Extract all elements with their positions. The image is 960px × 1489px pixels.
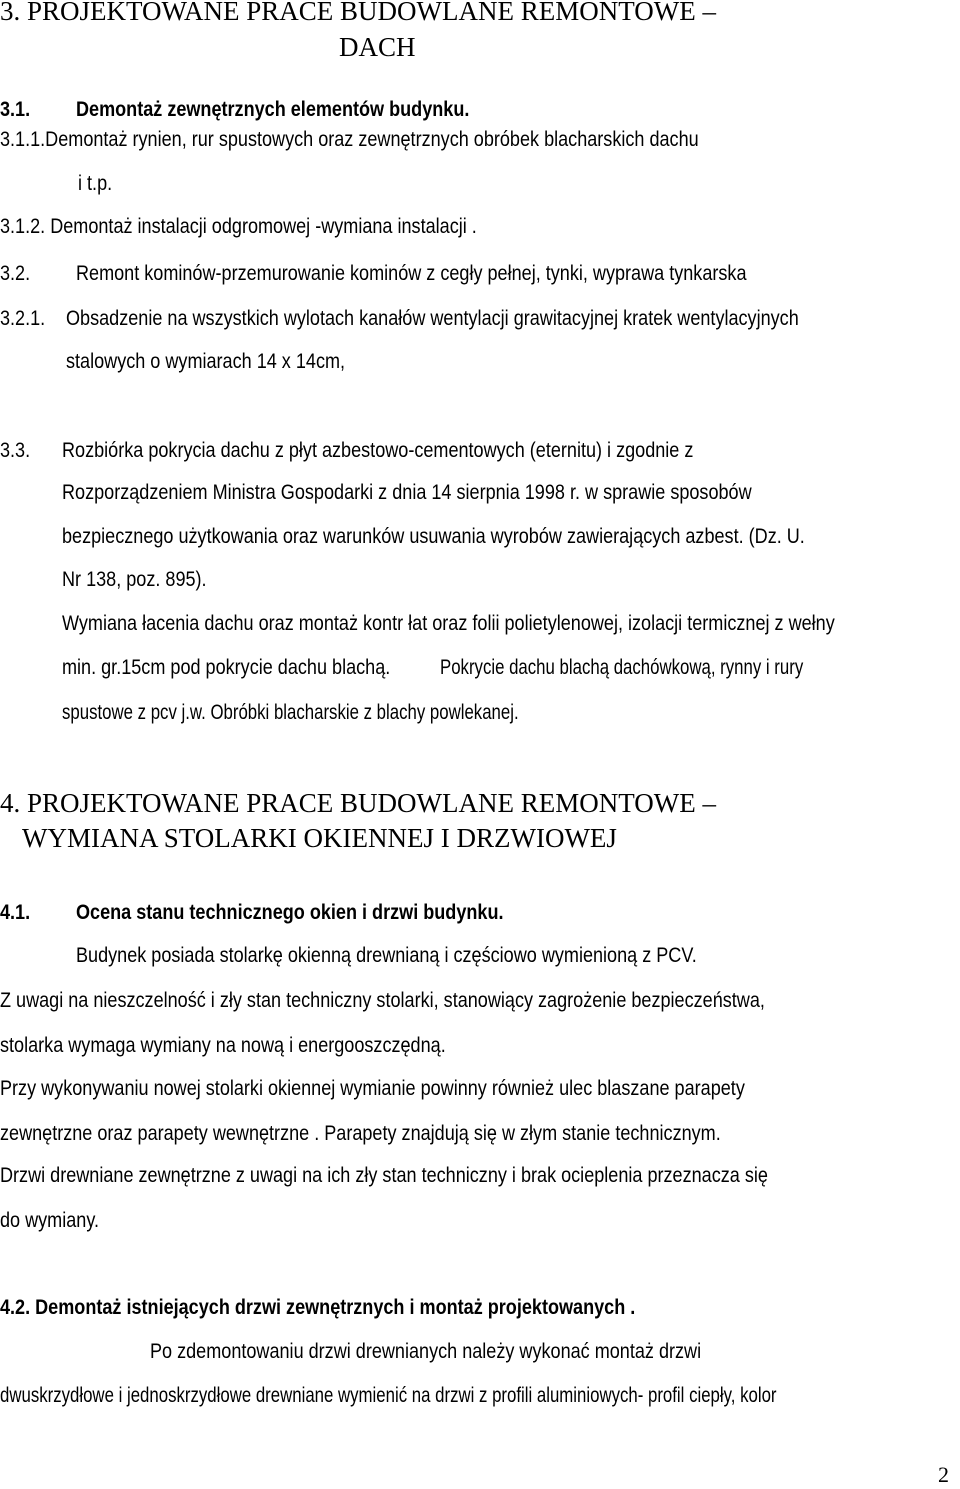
item-3-3-line-3: bezpiecznego użytkowania oraz warunków usuwania wyrobów zawierających azbest. (Dz. U. xyxy=(62,525,805,548)
item-3-3-line-7: spustowe z pcv j.w. Obróbki blacharskie z blachy powlekanej. xyxy=(62,701,519,724)
section-3-title-line-2: DACH xyxy=(339,32,416,62)
item-3-3-line-6a: min. gr.15cm pod pokrycie dachu blachą. xyxy=(62,656,391,679)
heading-4-1-number: 4.1. xyxy=(0,901,31,924)
heading-3-1-text: Demontaż zewnętrznych elementów budynku. xyxy=(76,98,470,121)
paragraph-5-line-1: Po zdemontowaniu drzwi drewnianych należy wykonać montaż drzwi xyxy=(150,1340,702,1363)
page-number: 2 xyxy=(938,1462,949,1487)
item-3-1-1-line-1: 3.1.1.Demontaż rynien, rur spustowych oraz zewnętrznych obróbek blacharskich dachu xyxy=(0,128,699,151)
heading-3-1-number: 3.1. xyxy=(0,98,31,121)
paragraph-4-line-1: Drzwi drewniane zewnętrzne z uwagi na ich zły stan techniczny i brak ocieplenia przeznacza się xyxy=(0,1164,768,1187)
item-3-2-1-line-1: Obsadzenie na wszystkich wylotach kanałów wentylacji grawitacyjnej kratek wentylacyjnych xyxy=(66,307,799,330)
item-3-3-number: 3.3. xyxy=(0,439,31,462)
heading-4-2: 4.2. Demontaż istniejących drzwi zewnętrznych i montaż projektowanych . xyxy=(0,1296,636,1319)
item-3-1-2: 3.1.2. Demontaż instalacji odgromowej -wymiana instalacji . xyxy=(0,215,477,238)
item-3-1-1-line-2: i t.p. xyxy=(78,172,113,195)
paragraph-1: Budynek posiada stolarkę okienną drewnianą i częściowo wymienioną z PCV. xyxy=(76,944,697,967)
item-3-2-text: Remont kominów-przemurowanie kominów z cegły pełnej, tynki, wyprawa tynkarska xyxy=(76,262,747,285)
item-3-3-line-6b: Pokrycie dachu blachą dachówkową, rynny i rury xyxy=(440,656,804,679)
item-3-3-line-1: Rozbiórka pokrycia dachu z płyt azbestowo-cementowych (eternitu) i zgodnie z xyxy=(62,439,694,462)
item-3-3-line-5: Wymiana łacenia dachu oraz montaż kontr łat oraz folii polietylenowej, izolacji termicznej z wełny xyxy=(62,612,835,635)
paragraph-3-line-1: Przy wykonywaniu nowej stolarki okiennej wymianie powinny również ulec blaszane parapety xyxy=(0,1077,745,1100)
item-3-3-line-2: Rozporządzeniem Ministra Gospodarki z dnia 14 sierpnia 1998 r. w sprawie sposobów xyxy=(62,481,752,504)
section-3-title-line-1: 3. PROJEKTOWANE PRACE BUDOWLANE REMONTOWE – xyxy=(0,0,716,26)
item-3-2-1-number: 3.2.1. xyxy=(0,307,46,330)
paragraph-4-line-2: do wymiany. xyxy=(0,1209,100,1232)
section-4-title-line-1: 4. PROJEKTOWANE PRACE BUDOWLANE REMONTOWE – xyxy=(0,788,716,818)
item-3-2-1-line-2: stalowych o wymiarach 14 x 14cm, xyxy=(66,350,346,373)
section-4-title-line-2: WYMIANA STOLARKI OKIENNEJ I DRZWIOWEJ xyxy=(22,823,617,853)
heading-4-1-text: Ocena stanu technicznego okien i drzwi budynku. xyxy=(76,901,504,924)
item-3-3-line-4: Nr 138, poz. 895). xyxy=(62,568,207,591)
paragraph-3-line-2: zewnętrzne oraz parapety wewnętrzne . Parapety znajdują się w złym stanie technicznym. xyxy=(0,1122,721,1145)
paragraph-2-line-2: stolarka wymaga wymiany na nową i energooszczędną. xyxy=(0,1034,446,1057)
paragraph-5-line-2: dwuskrzydłowe i jednoskrzydłowe drewniane wymienić na drzwi z profili aluminiowych- profil ciepły, kolor xyxy=(0,1384,777,1407)
item-3-2-number: 3.2. xyxy=(0,262,31,285)
paragraph-2-line-1: Z uwagi na nieszczelność i zły stan techniczny stolarki, stanowiący zagrożenie bezpieczeństwa, xyxy=(0,989,765,1012)
